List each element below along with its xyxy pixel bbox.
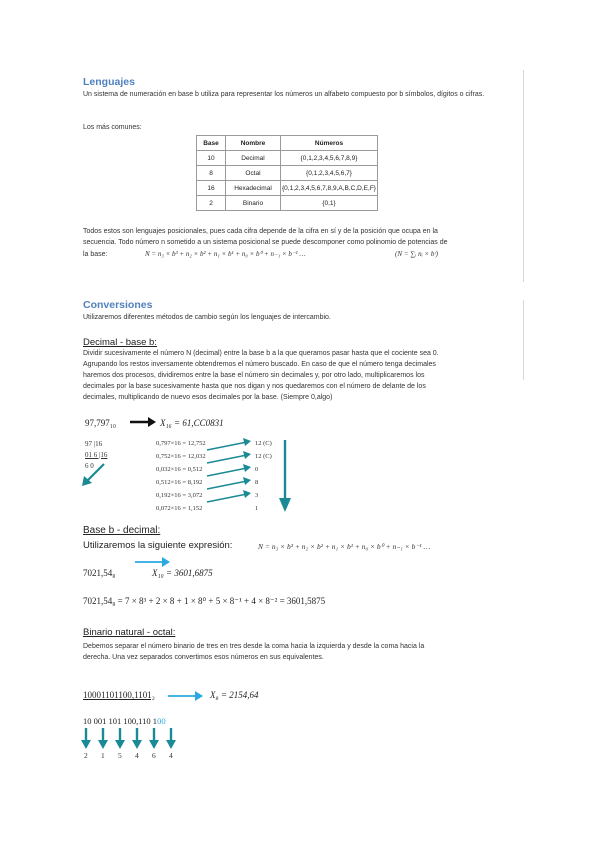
- division-line-3: 6 0: [85, 462, 94, 470]
- octal-digit-3: 5: [118, 751, 122, 760]
- result-5: 3: [255, 492, 259, 499]
- binario-octal-line-1: Debemos separar el número binario de tres en tres desde la coma hacia la izquierda y desde la coma hacia la: [83, 643, 425, 650]
- result-4: 8: [255, 479, 259, 486]
- conversiones-heading: Conversiones: [83, 299, 153, 311]
- octal-digit-2: 1: [101, 751, 105, 760]
- positional-line-2: secuencia. Todo número n sometido a un sistema posicional se puede descomponer como polinomio de potencias de: [83, 239, 448, 246]
- blue-arrow-icon: [133, 556, 173, 568]
- blue-arrow-icon-2: [166, 690, 206, 702]
- header-numeros: Números: [281, 136, 378, 151]
- binary-groups: [83, 716, 166, 726]
- product-4: 0,512×16 = 8,192: [156, 479, 203, 486]
- binary-arrows-icon: [80, 727, 180, 751]
- binario-octal-heading: Binario natural - octal:: [83, 627, 176, 638]
- product-1: 0,797×16 = 12,752: [156, 440, 206, 447]
- diagonal-arrow-icon: [80, 462, 110, 488]
- conversiones-intro: Utilizaremos diferentes métodos de cambio según los lenguajes de intercambio.: [83, 314, 331, 321]
- polynomial-formula: N = n₃ × b³ + n₂ × b² + n₁ × b¹ + n₀ × b⁰ + n₋₁ × b⁻¹ …: [145, 250, 306, 258]
- product-5: 0,192×16 = 3,072: [156, 492, 203, 499]
- right-rule-2: [523, 300, 524, 380]
- table-row: 16 Hexadecimal {0,1,2,3,4,5,6,7,8,9,A,B,C,D,E,F}: [197, 181, 378, 196]
- example-7021-right: X₁₀ = 3601,6875: [152, 568, 213, 578]
- header-nombre: Nombre: [226, 136, 281, 151]
- decimal-b-line-5: decimales, multiplicando de nuevo esos decimales por la base. (Siempre 0,algo): [83, 394, 333, 401]
- product-3: 0,032×16 = 0,512: [156, 466, 203, 473]
- right-rule: [523, 70, 524, 282]
- decimal-b-line-2: Agrupando los restos inversamente obtendremos el número buscado. En caso de que el número tenga decimales: [83, 361, 436, 368]
- common-label: Los más comunes:: [83, 124, 142, 131]
- teal-arrows-icon: [205, 436, 295, 516]
- example-7021-left: 7021,54₈: [83, 568, 116, 578]
- decimal-b-line-4: decimales por la base sucesivamente hasta que nos digan y nos quedaremos con el número de delante de los: [83, 383, 426, 390]
- base-b-decimal-lead: Utilizaremos la siguiente expresión:: [83, 540, 233, 551]
- expansion-7021: 7021,54₈ = 7 × 8³ + 2 × 8 + 1 × 8⁰ + 5 × 8⁻¹ + 4 × 8⁻² = 3601,5875: [83, 596, 326, 606]
- lenguajes-heading: Lenguajes: [83, 76, 135, 88]
- decimal-b-heading: Decimal - base b:: [83, 337, 157, 348]
- octal-digit-4: 4: [135, 751, 139, 760]
- product-6: 0,072×16 = 1,152: [156, 505, 203, 512]
- example-binary-right: X₈ = 2154,64: [210, 690, 259, 700]
- positional-line-3: la base:: [83, 251, 108, 258]
- result-3: 0: [255, 466, 259, 473]
- result-6: 1: [255, 505, 259, 512]
- header-base: Base: [197, 136, 226, 151]
- division-line-1: 97 |16: [85, 440, 103, 448]
- octal-digit-1: 2: [84, 751, 88, 760]
- example-binary-left: 10001101100,1101₂: [83, 690, 155, 700]
- sum-formula: (N = ∑ᵢ nᵢ × bⁱ): [395, 250, 438, 258]
- positional-line-1: Todos estos son lenguajes posicionales, pues cada cifra depende de la cifra en sí y de la posición que ocupa en la: [83, 228, 438, 235]
- octal-digit-6: 4: [169, 751, 173, 760]
- octal-digit-5: 6: [152, 751, 156, 760]
- table-row: 10 Decimal {0,1,2,3,4,5,6,7,8,9}: [197, 151, 378, 166]
- product-2: 0,752×16 = 12,032: [156, 453, 206, 460]
- table-row: 8 Octal {0,1,2,3,4,5,6,7}: [197, 166, 378, 181]
- lenguajes-intro: Un sistema de numeración en base b utiliza para representar los números un alfabeto compuesto por b símbolos, dígitos o cifras.: [83, 91, 485, 98]
- binary-padding: 00: [157, 716, 166, 726]
- decimal-b-line-3: haremos dos procesos, dividiremos entre la base el número sin decimales y, por otro lado, multiplicaremos los: [83, 372, 425, 379]
- base-b-decimal-formula: N = n₃ × b³ + n₂ × b² + n₁ × b¹ + n₀ × b⁰ + n₋₁ × b⁻¹ …: [258, 542, 431, 551]
- result-1: 12 (C): [255, 440, 272, 447]
- base-b-decimal-heading: Base b - decimal:: [83, 525, 161, 536]
- arrow-right-icon: [128, 416, 158, 428]
- bases-table: [196, 135, 378, 211]
- division-line-2: 01 6 |16: [85, 451, 108, 459]
- example-97-left: 97,797₁₀: [85, 418, 117, 428]
- binary-groups-text: 10 001 101 100,110 1: [83, 716, 158, 726]
- decimal-b-line-1: Dividir sucesivamente el número N (decimal) entre la base b a la que queramos pasar hasta que el cociente sea 0.: [83, 350, 439, 357]
- table-row: 2 Binario {0,1}: [197, 196, 378, 211]
- result-2: 12 (C): [255, 453, 272, 460]
- example-97-right: X₁₆ = 61,CC0831: [160, 418, 224, 428]
- binario-octal-line-2: derecha. Una vez separados convertimos esos números en sus equivalentes.: [83, 654, 324, 661]
